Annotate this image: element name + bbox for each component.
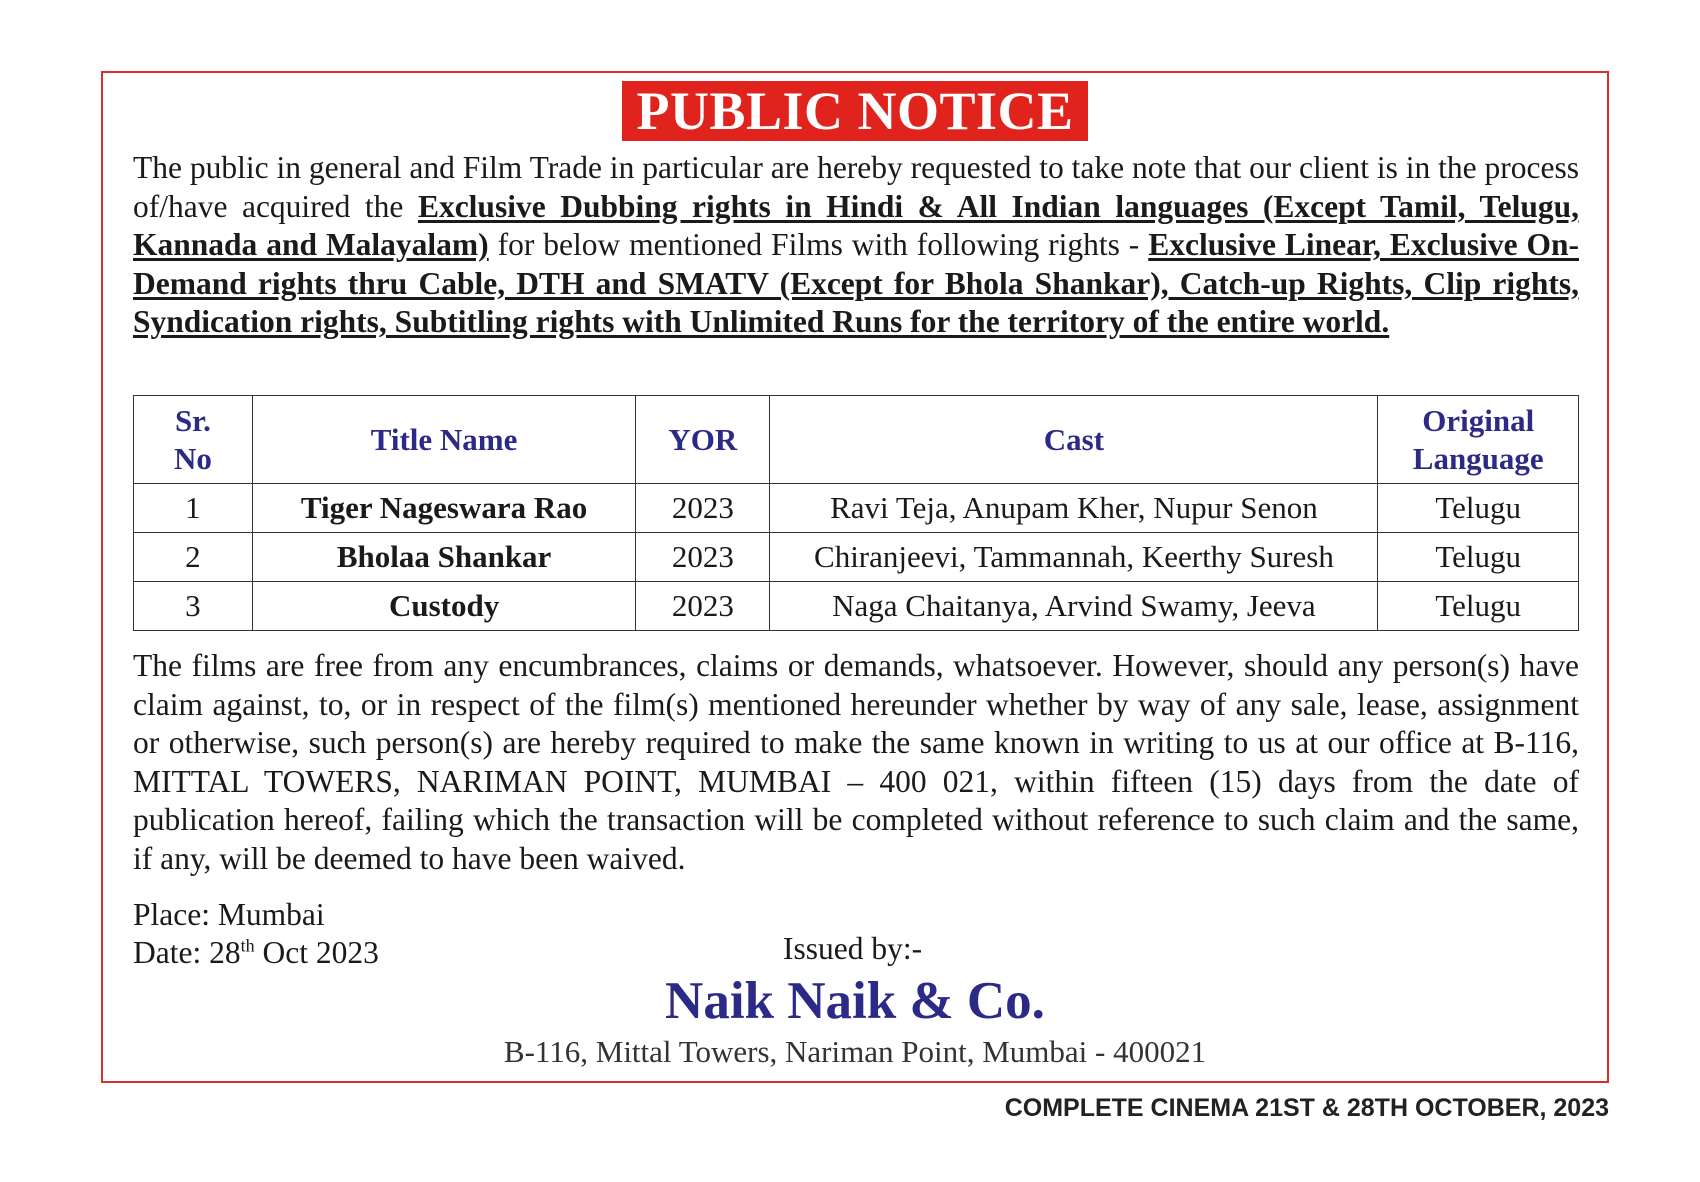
cell-sr: 2 bbox=[134, 533, 253, 582]
cell-title: Tiger Nageswara Rao bbox=[252, 484, 636, 533]
closing-paragraph: The films are free from any encumbrances, claims or demands, whatsoever. However, should any person(s) have claim against, to, or in respect of the film(s) mentioned hereunder whether by way of any sale, lease, assignment or otherwise, such person(s) are hereby required to make the same known in writing to us at our office at B-116, MITTAL TOWERS, NARIMAN POINT, MUMBAI – 400 021, within fifteen (15) days from the date of publication hereof, failing which the transaction will be completed without reference to such claim and the same, if any, will be deemed to have been waived. bbox=[133, 648, 1579, 876]
table-header-row bbox=[134, 396, 1579, 484]
cell-sr: 3 bbox=[134, 582, 253, 631]
place-line: Place: Mumbai bbox=[133, 897, 325, 932]
intro-paragraph bbox=[133, 149, 1579, 342]
films-table bbox=[133, 395, 1579, 631]
cell-title: Bholaa Shankar bbox=[252, 533, 636, 582]
place-date-block bbox=[133, 896, 379, 972]
cell-yor: 2023 bbox=[636, 533, 770, 582]
cell-language: Telugu bbox=[1378, 484, 1579, 533]
cell-language: Telugu bbox=[1378, 533, 1579, 582]
header-title-name: Title Name bbox=[252, 396, 636, 484]
table-row bbox=[134, 484, 1579, 533]
cell-language: Telugu bbox=[1378, 582, 1579, 631]
header-cast: Cast bbox=[770, 396, 1378, 484]
intro-bold-2: Exclusive Linear, Exclusive On-Demand rights thru Cable, DTH and SMATV (Except for Bhola Shankar), Catch-up Rights, Clip rights, Syndication rights, Subtitling rights with Unlimited Runs for the territory of the entire world. bbox=[133, 227, 1579, 339]
cell-sr: 1 bbox=[134, 484, 253, 533]
cell-yor: 2023 bbox=[636, 484, 770, 533]
cell-cast: Naga Chaitanya, Arvind Swamy, Jeeva bbox=[770, 582, 1378, 631]
cell-cast: Ravi Teja, Anupam Kher, Nupur Senon bbox=[770, 484, 1378, 533]
intro-text-2: for below mentioned Films with following rights - bbox=[488, 227, 1149, 262]
title-wrap bbox=[103, 81, 1607, 141]
header-original-language: Original Language bbox=[1378, 396, 1579, 484]
firm-name: Naik Naik & Co. bbox=[665, 972, 1045, 1030]
cell-cast: Chiranjeevi, Tammannah, Keerthy Suresh bbox=[770, 533, 1378, 582]
notice-title: PUBLIC NOTICE bbox=[622, 81, 1087, 141]
header-yor: YOR bbox=[636, 396, 770, 484]
table-row bbox=[134, 533, 1579, 582]
table-row bbox=[134, 582, 1579, 631]
firm-address: B-116, Mittal Towers, Nariman Point, Mumbai - 400021 bbox=[503, 1034, 1207, 1069]
date-line: Date: 28th Oct 2023 bbox=[133, 935, 379, 970]
cell-title: Custody bbox=[252, 582, 636, 631]
intro-text-1: The public in general and Film Trade in particular are hereby requested to take note that our client is in the process of/have acquired the bbox=[133, 150, 1579, 224]
header-sr-no: Sr. No bbox=[134, 396, 253, 484]
issued-by-label: Issued by:- bbox=[783, 931, 923, 966]
cell-yor: 2023 bbox=[636, 582, 770, 631]
intro-bold-1: Exclusive Dubbing rights in Hindi & All Indian languages (Except Tamil, Telugu, Kannada and Malayalam) bbox=[133, 188, 1579, 262]
publication-footer: COMPLETE CINEMA 21ST & 28TH OCTOBER, 2023 bbox=[1004, 1094, 1609, 1122]
public-notice-box bbox=[101, 71, 1609, 1083]
